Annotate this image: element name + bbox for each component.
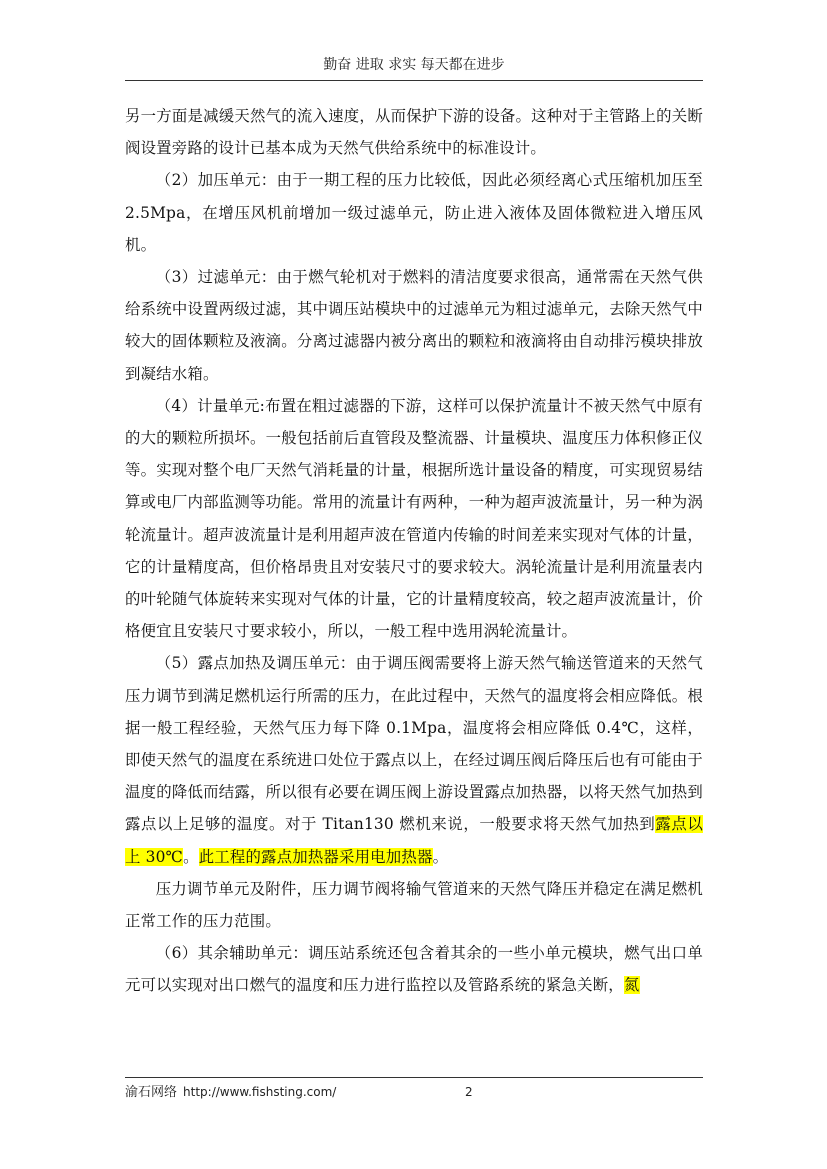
highlight-nitrogen: 氮: [623, 976, 640, 995]
paragraph-pressure-regulation: 压力调节单元及附件，压力调节阀将输气管道来的天然气降压并稳定在满足燃机正常工作的压力范围。: [125, 879, 703, 931]
page-footer: [125, 1083, 703, 1102]
dewpoint-end: 。: [432, 847, 449, 866]
footer-url: http://www.fishsting.com/: [183, 1085, 337, 1099]
highlight-dewpoint-temp: 露点以上 30℃: [125, 815, 703, 866]
paragraph-pressurization-unit: （2）加压单元：由于一期工程的压力比较低，因此必须经离心式压缩机加压至 2.5Mpa，在增压风机前增加一级过滤单元，防止进入液体及固体微粒进入增压风机。: [125, 171, 703, 254]
header-motto: 勤奋 进取 求实 每天都在进步: [323, 57, 505, 73]
page-number: 2: [465, 1085, 473, 1099]
dewpoint-text: （5）露点加热及调压单元：由于调压阀需要将上游天然气输送管道来的天然气压力调节到满足燃机运行所需的压力，在此过程中，天然气的温度将会相应降低。根据一般工程经验，天然气压力每下降 0.1Mpa，温度将会相应降低 0.4℃，这样，即使天然气的温度在系统进口处位于露点以上，在经过调压阀后降压后也有可能由于温度的降低而结露，所以很有必要在调压阀上游设置露点加热器，以将天然气加热到露点以上足够的温度。对于 Titan130 燃机来说，一般要求将天然气加热到: [125, 654, 703, 834]
footer-company: 渝石网络: [125, 1085, 178, 1100]
highlight-electric-heater: 此工程的露点加热器采用电加热器: [198, 847, 433, 866]
paragraph-metering-unit: （4）计量单元:布置在粗过滤器的下游，这样可以保护流量计不被天然气中原有的大的颗粒所损坏。一般包括前后直管段及整流器、计量模块、温度压力体积修正仪等。实现对整个电厂天然气消耗量的计量，根据所选计量设备的精度，可实现贸易结算或电厂内部监测等功能。常用的流量计有两种，一种为超声波流量计，另一种为涡轮流量计。超声波流量计是利用超声波在管道内传输的时间差来实现对气体的计量，它的计量精度高，但价格昂贵且对安装尺寸的要求较大。涡轮流量计是利用流量表内的叶轮随气体旋转来实现对气体的计量，它的计量精度较高，较之超声波流量计，价格便宜且安装尺寸要求较小，所以，一般工程中选用涡轮流量计。: [125, 396, 703, 641]
page-header: [125, 50, 703, 81]
paragraph-auxiliary-units: [125, 937, 703, 1001]
paragraph-filtration-unit: （3）过滤单元：由于燃气轮机对于燃料的清洁度要求很高，通常需在天然气供给系统中设置两级过滤，其中调压站模块中的过滤单元为粗过滤单元，去除天然气中较大的固体颗粒及液滴。分离过滤器内被分离出的颗粒和液滴将由自动排污模块排放到凝结水箱。: [125, 268, 703, 383]
auxiliary-text: （6）其余辅助单元：调压站系统还包含着其余的一些小单元模块，燃气出口单元可以实现对出口燃气的温度和压力进行监控以及管路系统的紧急关断，: [125, 944, 703, 995]
footer-divider: [125, 1077, 703, 1078]
dewpoint-separator: 。: [183, 847, 199, 866]
paragraph-bypass: 另一方面是减缓天然气的流入速度，从而保护下游的设备。这种对于主管路上的关断阀设置旁路的设计已基本成为天然气供给系统中的标准设计。: [125, 107, 703, 158]
paragraph-dewpoint-heating-unit: [125, 647, 703, 872]
document-body: [125, 100, 703, 1002]
